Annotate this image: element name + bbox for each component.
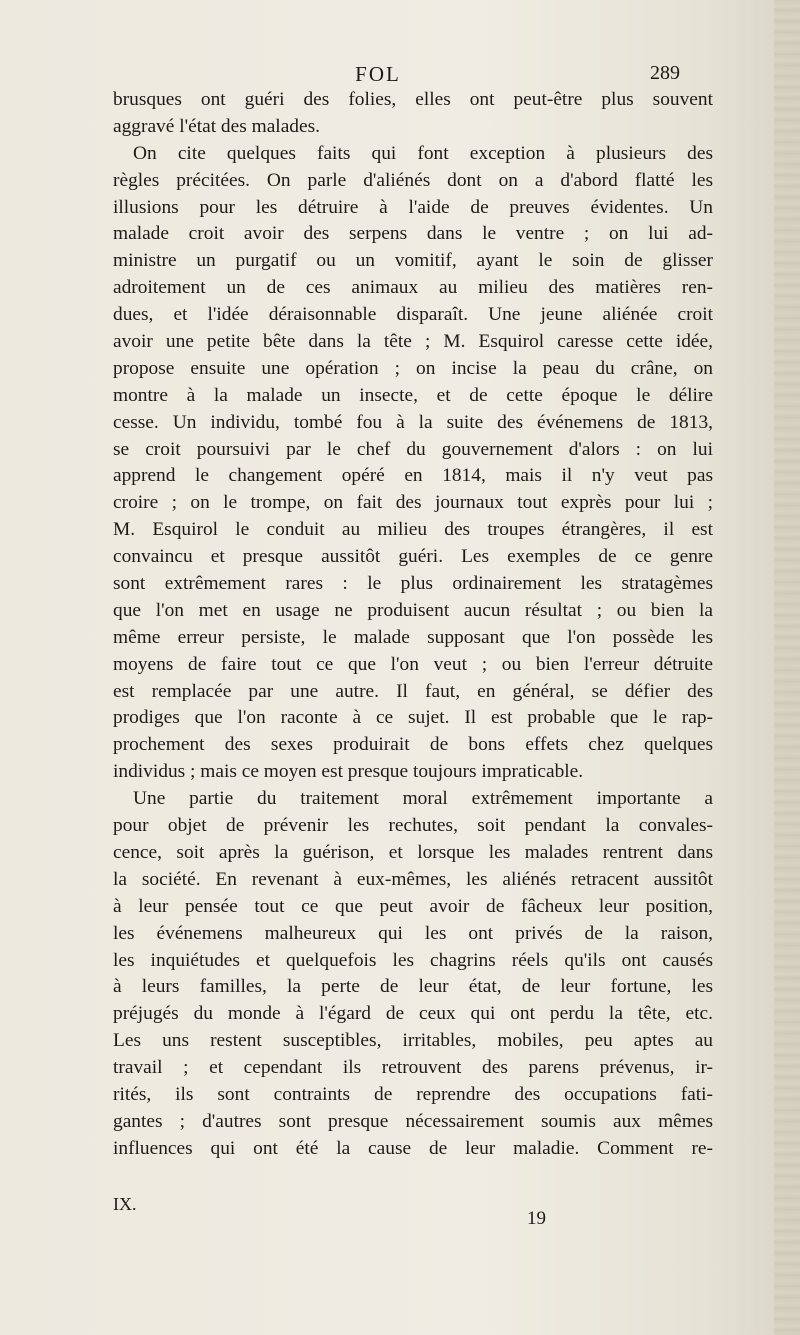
text-line: même erreur persiste, le malade supposant que l'on possède les [113, 626, 713, 648]
text-line: moyens de faire tout ce que l'on veut ; ou bien l'erreur détruite [113, 653, 713, 675]
text-line: malade croit avoir des serpens dans le ventre ; on lui ad- [113, 223, 713, 245]
body-text [113, 87, 713, 1163]
text-line: travail ; et cependant ils retrouvent des parens prévenus, ir- [113, 1057, 713, 1079]
page-number: 289 [650, 62, 680, 84]
text-line: Une partie du traitement moral extrêmement importante a [133, 788, 713, 810]
text-line: illusions pour les détruire à l'aide de preuves évidentes. Un [113, 196, 713, 218]
text-line: individus ; mais ce moyen est presque toujours impraticable. [113, 761, 584, 783]
text-line: la société. En revenant à eux-mêmes, les aliénés retracent aussitôt [113, 868, 713, 890]
text-line: se croit poursuivi par le chef du gouvernement d'alors : on lui [113, 438, 713, 460]
text-line: gantes ; d'autres sont presque nécessairement soumis aux mêmes [113, 1110, 713, 1132]
text-line: croire ; on le trompe, on fait des journaux tout exprès pour lui ; [113, 492, 713, 514]
text-line: ministre un purgatif ou un vomitif, ayant le soin de glisser [113, 250, 713, 272]
text-line: à leur pensée tout ce que peut avoir de fâcheux leur position, [113, 895, 713, 917]
text-line: cence, soit après la guérison, et lorsque les malades rentrent dans [113, 841, 713, 863]
page-binding-edge [774, 0, 800, 1335]
text-line: adroitement un de ces animaux au milieu des matières ren- [113, 277, 713, 299]
text-line: les événemens malheureux qui les ont privés de la raison, [113, 922, 713, 944]
text-line: apprend le changement opéré en 1814, mais il n'y veut pas [113, 465, 713, 487]
text-line: avoir une petite bête dans la tête ; M. Esquirol caresse cette idée, [113, 331, 713, 353]
text-line: prodiges que l'on raconte à ce sujet. Il est probable que le rap- [113, 707, 713, 729]
text-line: aggravé l'état des malades. [113, 115, 321, 137]
running-head: FOL [355, 62, 401, 86]
text-line: montre à la malade un insecte, et de cette époque le délire [113, 384, 713, 406]
sheet-number: 19 [527, 1208, 546, 1229]
text-line: préjugés du monde à l'égard de ceux qui ont perdu la tête, etc. [113, 1003, 713, 1025]
text-line: propose ensuite une opération ; on incise la peau du crâne, on [113, 357, 713, 379]
text-line: pour objet de prévenir les rechutes, soit pendant la convales- [113, 815, 713, 837]
text-line: influences qui ont été la cause de leur maladie. Comment re- [113, 1137, 713, 1159]
text-line: cesse. Un individu, tombé fou à la suite des événemens de 1813, [113, 411, 713, 433]
text-line: à leurs familles, la perte de leur état, de leur fortune, les [113, 976, 713, 998]
text-line: sont extrêmement rares : le plus ordinairement les stratagèmes [113, 573, 713, 595]
signature-mark: IX. [113, 1194, 137, 1214]
text-line: les inquiétudes et quelquefois les chagrins réels qu'ils ont causés [113, 949, 713, 971]
text-line: convaincu et presque aussitôt guéri. Les exemples de ce genre [113, 546, 713, 568]
text-line: On cite quelques faits qui font exception à plusieurs des [133, 142, 713, 164]
text-line: Les uns restent susceptibles, irritables, mobiles, peu aptes au [113, 1030, 713, 1052]
text-line: prochement des sexes produirait de bons effets chez quelques [113, 734, 713, 756]
text-line: M. Esquirol le conduit au milieu des troupes étrangères, il est [113, 519, 713, 541]
text-line: règles précitées. On parle d'aliénés dont on a d'abord flatté les [113, 169, 713, 191]
text-line: que l'on met en usage ne produisent aucun résultat ; ou bien la [113, 599, 713, 621]
text-line: dues, et l'idée déraisonnable disparaît. Une jeune aliénée croit [113, 304, 713, 326]
text-line: rités, ils sont contraints de reprendre des occupations fati- [113, 1083, 713, 1105]
page-footer [113, 1192, 713, 1252]
text-line: est remplacée par une autre. Il faut, en général, se défier des [113, 680, 713, 702]
text-line: brusques ont guéri des folies, elles ont peut-être plus souvent [113, 89, 713, 110]
